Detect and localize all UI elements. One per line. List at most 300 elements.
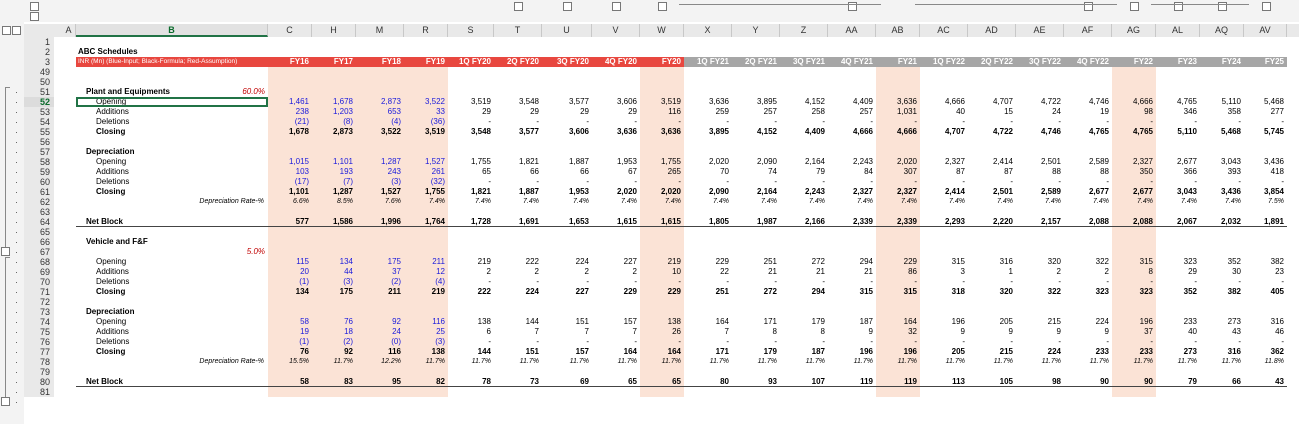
- column-header-ad[interactable]: AD: [968, 24, 1016, 37]
- value-cell[interactable]: -: [774, 337, 777, 346]
- value-cell[interactable]: 7.4%: [857, 198, 873, 205]
- value-cell[interactable]: -: [1194, 337, 1197, 346]
- value-cell[interactable]: 40: [956, 107, 965, 116]
- value-cell[interactable]: 87: [1004, 167, 1013, 176]
- value-cell[interactable]: (3): [391, 177, 401, 186]
- value-cell[interactable]: 1,728: [470, 217, 491, 226]
- value-cell[interactable]: 19: [1100, 107, 1109, 116]
- row-header[interactable]: 58: [24, 157, 54, 167]
- row-header[interactable]: 77: [24, 347, 54, 357]
- value-cell[interactable]: -: [1010, 277, 1013, 286]
- value-cell[interactable]: 29: [628, 107, 637, 116]
- value-cell[interactable]: 3,522: [380, 127, 401, 136]
- value-cell[interactable]: 9: [960, 327, 965, 336]
- value-cell[interactable]: -: [536, 117, 539, 126]
- value-cell[interactable]: 87: [956, 167, 965, 176]
- row-header[interactable]: 66: [24, 237, 54, 247]
- value-cell[interactable]: 6: [486, 327, 491, 336]
- value-cell[interactable]: 3,577: [568, 97, 589, 106]
- value-cell[interactable]: 4,666: [896, 127, 917, 136]
- value-cell[interactable]: 2: [486, 267, 491, 276]
- value-cell[interactable]: 40: [1188, 327, 1197, 336]
- value-cell[interactable]: 382: [1270, 257, 1284, 266]
- value-cell[interactable]: 1,203: [332, 107, 353, 116]
- row-header[interactable]: 65: [24, 227, 54, 237]
- active-cell-b52[interactable]: [76, 97, 268, 107]
- column-header-av[interactable]: AV: [1244, 24, 1287, 37]
- value-cell[interactable]: 66: [530, 167, 539, 176]
- value-cell[interactable]: 1,031: [896, 107, 917, 116]
- value-cell[interactable]: -: [1106, 277, 1109, 286]
- value-cell[interactable]: 238: [295, 107, 309, 116]
- value-cell[interactable]: 219: [667, 257, 681, 266]
- value-cell[interactable]: -: [1058, 337, 1061, 346]
- value-cell[interactable]: -: [634, 337, 637, 346]
- value-cell[interactable]: -: [1238, 337, 1241, 346]
- value-cell[interactable]: 10: [672, 267, 681, 276]
- value-cell[interactable]: 171: [715, 347, 729, 356]
- column-group-toggle[interactable]: [514, 2, 523, 11]
- value-cell[interactable]: 358: [1227, 107, 1241, 116]
- value-cell[interactable]: 315: [951, 257, 965, 266]
- value-cell[interactable]: -: [1010, 337, 1013, 346]
- value-cell[interactable]: 8: [1148, 267, 1153, 276]
- value-cell[interactable]: 2,327: [896, 187, 917, 196]
- value-cell[interactable]: 11.8%: [1264, 358, 1284, 365]
- value-cell[interactable]: 70: [720, 167, 729, 176]
- value-cell[interactable]: 7.4%: [1181, 198, 1197, 205]
- row-header[interactable]: 70: [24, 277, 54, 287]
- value-cell[interactable]: 1,987: [756, 217, 777, 226]
- value-cell[interactable]: 1,461: [288, 97, 309, 106]
- row-header[interactable]: 55: [24, 127, 54, 137]
- value-cell[interactable]: 4,409: [804, 127, 825, 136]
- value-cell[interactable]: 25: [436, 327, 445, 336]
- value-cell[interactable]: 7.4%: [713, 198, 729, 205]
- value-cell[interactable]: 46: [1275, 327, 1284, 336]
- value-cell[interactable]: 229: [715, 257, 729, 266]
- value-cell[interactable]: 1,887: [518, 187, 539, 196]
- value-cell[interactable]: 2,327: [852, 187, 873, 196]
- value-cell[interactable]: 7.4%: [901, 198, 917, 205]
- value-cell[interactable]: 116: [388, 347, 401, 356]
- value-cell[interactable]: 7.4%: [1045, 198, 1061, 205]
- value-cell[interactable]: 7.4%: [1093, 198, 1109, 205]
- row-header[interactable]: 75: [24, 327, 54, 337]
- value-cell[interactable]: 229: [903, 257, 917, 266]
- value-cell[interactable]: 37: [1144, 327, 1153, 336]
- row-header[interactable]: 67: [24, 247, 54, 257]
- value-cell[interactable]: 11.7%: [853, 358, 873, 365]
- growth-assumption[interactable]: 60.0%: [242, 87, 265, 96]
- value-cell[interactable]: 7: [632, 327, 637, 336]
- column-header-r[interactable]: R: [404, 24, 448, 37]
- row-header[interactable]: 68: [24, 257, 54, 267]
- value-cell[interactable]: 7.4%: [665, 198, 681, 205]
- value-cell[interactable]: 164: [903, 317, 917, 326]
- value-cell[interactable]: 2,157: [1040, 217, 1061, 226]
- value-cell[interactable]: 1,821: [518, 157, 539, 166]
- value-cell[interactable]: 138: [667, 317, 681, 326]
- value-cell[interactable]: 229: [667, 287, 681, 296]
- value-cell[interactable]: 315: [903, 287, 917, 296]
- value-cell[interactable]: 83: [344, 377, 353, 386]
- value-cell[interactable]: (3): [435, 337, 445, 346]
- row-header[interactable]: 59: [24, 167, 54, 177]
- value-cell[interactable]: -: [678, 177, 681, 186]
- value-cell[interactable]: -: [870, 277, 873, 286]
- column-group-toggle[interactable]: [658, 2, 667, 11]
- value-cell[interactable]: 3,519: [660, 97, 681, 106]
- value-cell[interactable]: -: [1150, 177, 1153, 186]
- value-cell[interactable]: 7.4%: [761, 198, 777, 205]
- value-cell[interactable]: 86: [908, 267, 917, 276]
- value-cell[interactable]: 7: [584, 327, 589, 336]
- column-header-s[interactable]: S: [448, 24, 494, 37]
- row-header[interactable]: 2: [24, 47, 54, 57]
- value-cell[interactable]: (36): [430, 117, 445, 126]
- value-cell[interactable]: 24: [1052, 107, 1061, 116]
- value-cell[interactable]: 1,615: [660, 217, 681, 226]
- value-cell[interactable]: 29: [1188, 267, 1197, 276]
- column-header-z[interactable]: Z: [780, 24, 828, 37]
- value-cell[interactable]: 251: [715, 287, 729, 296]
- value-cell[interactable]: 3,436: [1263, 157, 1284, 166]
- value-cell[interactable]: 12.2%: [381, 358, 401, 365]
- value-cell[interactable]: 2,677: [1132, 187, 1153, 196]
- value-cell[interactable]: 115: [296, 257, 309, 266]
- value-cell[interactable]: 88: [1100, 167, 1109, 176]
- column-group-toggle[interactable]: [1262, 2, 1271, 11]
- value-cell[interactable]: (4): [435, 277, 445, 286]
- value-cell[interactable]: 1,953: [568, 187, 589, 196]
- value-cell[interactable]: 80: [720, 377, 729, 386]
- value-cell[interactable]: 7: [534, 327, 539, 336]
- value-cell[interactable]: 261: [431, 167, 445, 176]
- value-cell[interactable]: 84: [864, 167, 873, 176]
- value-cell[interactable]: 2,677: [1088, 187, 1109, 196]
- value-cell[interactable]: 3,636: [896, 97, 917, 106]
- value-cell[interactable]: 179: [811, 317, 825, 326]
- value-cell[interactable]: 224: [525, 287, 539, 296]
- value-cell[interactable]: -: [678, 337, 681, 346]
- value-cell[interactable]: 15.5%: [289, 358, 309, 365]
- value-cell[interactable]: 107: [811, 377, 825, 386]
- value-cell[interactable]: 219: [431, 287, 445, 296]
- growth-assumption[interactable]: 5.0%: [246, 247, 265, 256]
- value-cell[interactable]: 382: [1227, 287, 1241, 296]
- value-cell[interactable]: 1,755: [660, 157, 681, 166]
- value-cell[interactable]: 196: [859, 347, 873, 356]
- value-cell[interactable]: 29: [482, 107, 491, 116]
- value-cell[interactable]: -: [678, 277, 681, 286]
- value-cell[interactable]: 66: [580, 167, 589, 176]
- value-cell[interactable]: 273: [1227, 317, 1241, 326]
- value-cell[interactable]: 320: [1047, 257, 1061, 266]
- row-header[interactable]: 54: [24, 117, 54, 127]
- value-cell[interactable]: 258: [811, 107, 825, 116]
- value-cell[interactable]: -: [1150, 337, 1153, 346]
- value-cell[interactable]: -: [1194, 277, 1197, 286]
- value-cell[interactable]: -: [1281, 177, 1284, 186]
- value-cell[interactable]: -: [488, 277, 491, 286]
- row-header[interactable]: 76: [24, 337, 54, 347]
- value-cell[interactable]: 1,755: [424, 187, 445, 196]
- value-cell[interactable]: -: [774, 117, 777, 126]
- column-header-ag[interactable]: AG: [1112, 24, 1156, 37]
- value-cell[interactable]: 2,414: [944, 187, 965, 196]
- value-cell[interactable]: 307: [903, 167, 917, 176]
- value-cell[interactable]: -: [822, 177, 825, 186]
- column-header-al[interactable]: AL: [1156, 24, 1200, 37]
- value-cell[interactable]: 2,164: [756, 187, 777, 196]
- value-cell[interactable]: 7.4%: [949, 198, 965, 205]
- value-cell[interactable]: 1,101: [332, 157, 353, 166]
- row-header[interactable]: 63: [24, 207, 54, 217]
- value-cell[interactable]: 3,519: [424, 127, 445, 136]
- value-cell[interactable]: (2): [343, 337, 353, 346]
- value-cell[interactable]: 116: [668, 107, 681, 116]
- value-cell[interactable]: 2,220: [992, 217, 1013, 226]
- row-header[interactable]: 79: [24, 367, 54, 377]
- value-cell[interactable]: 2,164: [804, 157, 825, 166]
- value-cell[interactable]: (4): [391, 117, 401, 126]
- value-cell[interactable]: 224: [1047, 347, 1061, 356]
- value-cell[interactable]: 7.4%: [997, 198, 1013, 205]
- value-cell[interactable]: 257: [763, 107, 777, 116]
- value-cell[interactable]: 2,873: [332, 127, 353, 136]
- value-cell[interactable]: -: [962, 337, 965, 346]
- column-header-t[interactable]: T: [494, 24, 542, 37]
- column-header-w[interactable]: W: [640, 24, 684, 37]
- value-cell[interactable]: 222: [525, 257, 539, 266]
- value-cell[interactable]: 29: [580, 107, 589, 116]
- column-header-ab[interactable]: AB: [876, 24, 920, 37]
- value-cell[interactable]: 1,764: [424, 217, 445, 226]
- value-cell[interactable]: 3,043: [1176, 187, 1197, 196]
- value-cell[interactable]: 1,691: [518, 217, 539, 226]
- value-cell[interactable]: 2,293: [944, 217, 965, 226]
- value-cell[interactable]: (7): [343, 177, 353, 186]
- value-cell[interactable]: 316: [1227, 347, 1241, 356]
- value-cell[interactable]: 2,090: [708, 187, 729, 196]
- value-cell[interactable]: 98: [1052, 377, 1061, 386]
- value-cell[interactable]: 257: [859, 107, 873, 116]
- value-cell[interactable]: 3,606: [568, 127, 589, 136]
- value-cell[interactable]: 2,243: [852, 157, 873, 166]
- value-cell[interactable]: 653: [387, 107, 401, 116]
- value-cell[interactable]: 18: [344, 327, 353, 336]
- row-header[interactable]: 71: [24, 287, 54, 297]
- value-cell[interactable]: 7.4%: [475, 198, 491, 205]
- value-cell[interactable]: 9: [1008, 327, 1013, 336]
- value-cell[interactable]: 3,895: [708, 127, 729, 136]
- value-cell[interactable]: 224: [1095, 317, 1109, 326]
- value-cell[interactable]: -: [1238, 117, 1241, 126]
- value-cell[interactable]: 222: [477, 287, 491, 296]
- value-cell[interactable]: 22: [720, 267, 729, 276]
- value-cell[interactable]: 362: [1270, 347, 1284, 356]
- value-cell[interactable]: 30: [1232, 267, 1241, 276]
- value-cell[interactable]: (2): [391, 277, 401, 286]
- value-cell[interactable]: 2,414: [992, 157, 1013, 166]
- value-cell[interactable]: 1,887: [568, 157, 589, 166]
- value-cell[interactable]: 3,895: [756, 97, 777, 106]
- value-cell[interactable]: 2,020: [616, 187, 637, 196]
- value-cell[interactable]: 3,519: [470, 97, 491, 106]
- value-cell[interactable]: 4,666: [1132, 97, 1153, 106]
- column-header-u[interactable]: U: [542, 24, 592, 37]
- value-cell[interactable]: 294: [859, 257, 873, 266]
- value-cell[interactable]: 78: [482, 377, 491, 386]
- value-cell[interactable]: 11.7%: [993, 358, 1013, 365]
- value-cell[interactable]: 1,015: [288, 157, 309, 166]
- value-cell[interactable]: 2: [584, 267, 589, 276]
- row-header[interactable]: 60: [24, 177, 54, 187]
- value-cell[interactable]: 1,891: [1263, 217, 1284, 226]
- value-cell[interactable]: 32: [908, 327, 917, 336]
- value-cell[interactable]: -: [678, 117, 681, 126]
- value-cell[interactable]: 2,067: [1176, 217, 1197, 226]
- row-header[interactable]: 73: [24, 307, 54, 317]
- value-cell[interactable]: 320: [999, 287, 1013, 296]
- value-cell[interactable]: 205: [999, 317, 1013, 326]
- value-cell[interactable]: 243: [387, 167, 401, 176]
- value-cell[interactable]: 134: [339, 257, 353, 266]
- value-cell[interactable]: -: [914, 177, 917, 186]
- value-cell[interactable]: 69: [580, 377, 589, 386]
- value-cell[interactable]: 3,436: [1220, 187, 1241, 196]
- value-cell[interactable]: 7.4%: [573, 198, 589, 205]
- value-cell[interactable]: 20: [300, 267, 309, 276]
- value-cell[interactable]: 405: [1270, 287, 1284, 296]
- value-cell[interactable]: -: [822, 337, 825, 346]
- row-header[interactable]: 64: [24, 217, 54, 227]
- value-cell[interactable]: -: [1106, 337, 1109, 346]
- value-cell[interactable]: 273: [1183, 347, 1197, 356]
- value-cell[interactable]: -: [1058, 177, 1061, 186]
- value-cell[interactable]: 224: [575, 257, 589, 266]
- value-cell[interactable]: 157: [623, 317, 637, 326]
- value-cell[interactable]: 2: [1104, 267, 1109, 276]
- value-cell[interactable]: 1,953: [616, 157, 637, 166]
- value-cell[interactable]: 4,152: [756, 127, 777, 136]
- value-cell[interactable]: 2: [632, 267, 637, 276]
- value-cell[interactable]: 7.4%: [621, 198, 637, 205]
- value-cell[interactable]: 2,327: [944, 157, 965, 166]
- value-cell[interactable]: 134: [295, 287, 309, 296]
- value-cell[interactable]: -: [1058, 277, 1061, 286]
- value-cell[interactable]: -: [586, 177, 589, 186]
- value-cell[interactable]: 1,653: [568, 217, 589, 226]
- value-cell[interactable]: -: [914, 337, 917, 346]
- row-header[interactable]: 69: [24, 267, 54, 277]
- value-cell[interactable]: 352: [1227, 257, 1241, 266]
- value-cell[interactable]: 5,468: [1220, 127, 1241, 136]
- value-cell[interactable]: 196: [903, 347, 917, 356]
- value-cell[interactable]: -: [1194, 177, 1197, 186]
- value-cell[interactable]: 316: [1270, 317, 1284, 326]
- value-cell[interactable]: 151: [575, 317, 589, 326]
- value-cell[interactable]: 58: [300, 377, 309, 386]
- row-header[interactable]: 52: [24, 97, 54, 107]
- value-cell[interactable]: -: [822, 277, 825, 286]
- value-cell[interactable]: 11.7%: [333, 358, 353, 365]
- value-cell[interactable]: 37: [392, 267, 401, 276]
- column-header-aa[interactable]: AA: [828, 24, 876, 37]
- value-cell[interactable]: 187: [811, 347, 825, 356]
- value-cell[interactable]: 3,606: [616, 97, 637, 106]
- value-cell[interactable]: 151: [525, 347, 539, 356]
- value-cell[interactable]: 73: [530, 377, 539, 386]
- value-cell[interactable]: 2,501: [1040, 157, 1061, 166]
- column-header-aq[interactable]: AQ: [1200, 24, 1244, 37]
- value-cell[interactable]: 93: [768, 377, 777, 386]
- value-cell[interactable]: 2,020: [708, 157, 729, 166]
- value-cell[interactable]: 233: [1183, 317, 1197, 326]
- value-cell[interactable]: 193: [339, 167, 353, 176]
- value-cell[interactable]: 2,327: [1132, 157, 1153, 166]
- value-cell[interactable]: 1,527: [424, 157, 445, 166]
- value-cell[interactable]: 272: [811, 257, 825, 266]
- value-cell[interactable]: 7.4%: [1137, 198, 1153, 205]
- value-cell[interactable]: 157: [575, 347, 589, 356]
- value-cell[interactable]: -: [962, 177, 965, 186]
- value-cell[interactable]: 2,020: [660, 187, 681, 196]
- value-cell[interactable]: 6.6%: [293, 198, 309, 205]
- value-cell[interactable]: 138: [431, 347, 445, 356]
- value-cell[interactable]: 9: [1056, 327, 1061, 336]
- select-all-icon[interactable]: [2, 24, 22, 36]
- value-cell[interactable]: 4,765: [1088, 127, 1109, 136]
- value-cell[interactable]: 11.7%: [757, 358, 777, 365]
- value-cell[interactable]: -: [488, 117, 491, 126]
- value-cell[interactable]: 3,548: [518, 97, 539, 106]
- value-cell[interactable]: 259: [715, 107, 729, 116]
- column-group-toggle[interactable]: [1130, 2, 1139, 11]
- value-cell[interactable]: -: [1106, 117, 1109, 126]
- value-cell[interactable]: 346: [1183, 107, 1197, 116]
- value-cell[interactable]: 2: [1056, 267, 1061, 276]
- value-cell[interactable]: -: [1238, 277, 1241, 286]
- value-cell[interactable]: 2,090: [756, 157, 777, 166]
- value-cell[interactable]: -: [586, 337, 589, 346]
- value-cell[interactable]: (21): [294, 117, 309, 126]
- value-cell[interactable]: 11.7%: [471, 358, 491, 365]
- value-cell[interactable]: -: [914, 117, 917, 126]
- value-cell[interactable]: 43: [1232, 327, 1241, 336]
- value-cell[interactable]: 23: [1275, 267, 1284, 276]
- column-header-y[interactable]: Y: [732, 24, 780, 37]
- value-cell[interactable]: 315: [1139, 257, 1153, 266]
- value-cell[interactable]: 11.7%: [709, 358, 729, 365]
- value-cell[interactable]: 187: [859, 317, 873, 326]
- value-cell[interactable]: 233: [1095, 347, 1109, 356]
- row-header[interactable]: 72: [24, 297, 54, 307]
- row-header[interactable]: 49: [24, 67, 54, 77]
- value-cell[interactable]: 11.7%: [617, 358, 637, 365]
- value-cell[interactable]: 196: [951, 317, 965, 326]
- value-cell[interactable]: 11.7%: [805, 358, 825, 365]
- value-cell[interactable]: 4,666: [852, 127, 873, 136]
- value-cell[interactable]: 58: [300, 317, 309, 326]
- value-cell[interactable]: 4,746: [1088, 97, 1109, 106]
- value-cell[interactable]: 4,666: [944, 97, 965, 106]
- value-cell[interactable]: -: [870, 117, 873, 126]
- column-header-v[interactable]: V: [592, 24, 640, 37]
- value-cell[interactable]: 29: [530, 107, 539, 116]
- value-cell[interactable]: 1,755: [470, 157, 491, 166]
